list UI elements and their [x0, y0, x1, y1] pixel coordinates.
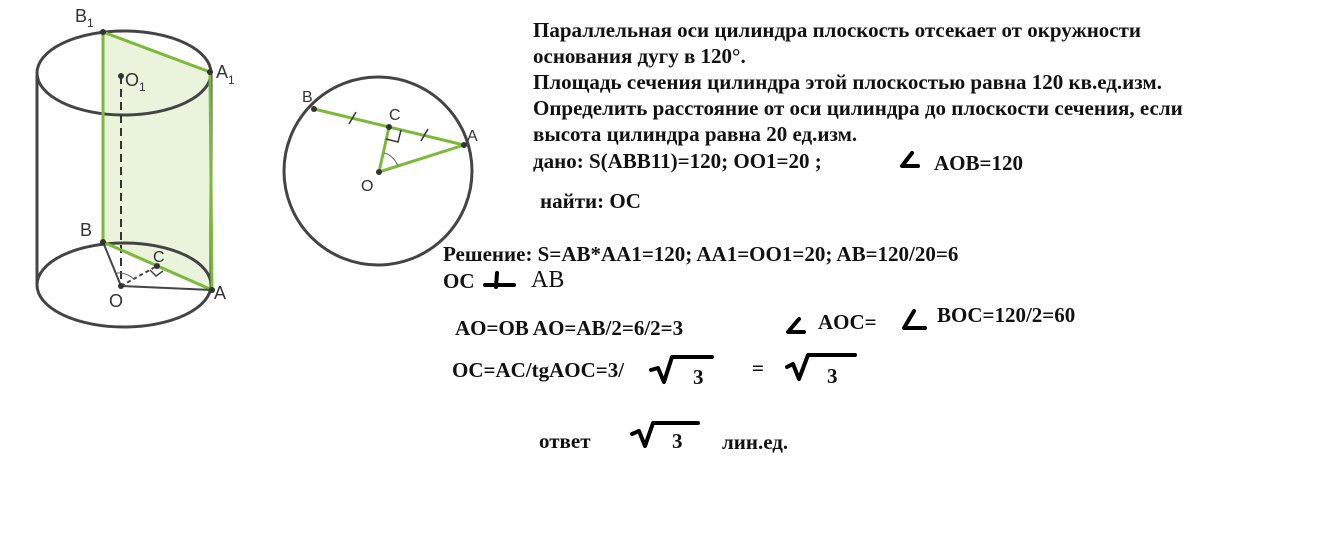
aoc-text: AOC=: [818, 310, 877, 334]
point-a1: [207, 69, 213, 75]
circle-label-o: O: [361, 178, 374, 195]
point-b: [100, 239, 106, 245]
circle-label-c: C: [389, 107, 401, 124]
cylinder-figure: [37, 6, 235, 327]
find-text: найти: OC: [540, 189, 641, 213]
angle-symbol-boc: [904, 311, 925, 328]
label-o1: $O_1$: [125, 70, 146, 94]
ao-ob-line: AO=OB AO=AB/2=6/2=3: [455, 316, 684, 340]
circle-point-c: [386, 124, 392, 130]
circle-label-b: B: [302, 89, 313, 106]
label-c: C: [153, 249, 165, 266]
angle-symbol-aoc: [788, 319, 804, 332]
solution-line-1: Решение: S=AB*AA1=120; AA1=OO1=20; AB=120/20=6: [443, 242, 959, 266]
angle-arc-circle: [384, 153, 398, 166]
problem-line-4: Определить расстояние от оси цилиндра до плоскости сечения, если: [533, 96, 1183, 120]
radius-oc: [379, 127, 389, 172]
label-a: A: [214, 283, 227, 303]
circle-point-o: [376, 169, 382, 175]
sqrt-arg-formula: 3: [693, 365, 704, 389]
segment-aa1: [210, 72, 212, 290]
angle-symbol-given: [902, 153, 918, 166]
answer-label: ответ: [539, 429, 591, 453]
equals-sign: =: [752, 356, 764, 380]
segment-oa: [121, 286, 212, 290]
oc-formula: OC=AC/tgAOC=3/: [452, 358, 625, 382]
perpendicular-symbol: [485, 273, 514, 287]
ab-label: AB: [531, 267, 565, 293]
problem-line-3: Площадь сечения цилиндра этой плоскостью равна 120 кв.ед.изм.: [533, 70, 1162, 94]
oc-label: OC: [443, 269, 475, 293]
point-b1: [100, 29, 106, 35]
given-angle-text: AOB=120: [934, 151, 1023, 175]
problem-line-1: Параллельная оси цилиндра плоскость отсекает от окружности: [533, 18, 1142, 42]
answer-value: 3: [672, 429, 683, 453]
sqrt-sign-equals: [787, 355, 855, 379]
point-o: [118, 283, 124, 289]
right-angle-mark-cylinder: [150, 270, 163, 276]
circle-label-a: A: [467, 128, 478, 145]
problem-line-2: основания дугу в 120°.: [533, 44, 746, 68]
problem-line-5: высота цилиндра равна 20 ед.изм.: [533, 122, 858, 146]
sqrt-sign-answer: [632, 423, 698, 446]
segment-oc: [121, 266, 157, 286]
label-o: O: [109, 291, 124, 311]
label-a1: $A_1$: [216, 62, 235, 87]
circle-point-b: [311, 106, 317, 112]
sqrt-arg-equals: 3: [827, 364, 838, 388]
label-b1: $B_1$: [75, 6, 94, 30]
label-b: B: [80, 220, 93, 240]
radius-oa: [379, 145, 464, 172]
boc-text: BOC=120/2=60: [937, 303, 1076, 327]
answer-unit: лин.ед.: [722, 430, 789, 454]
given-text: дано: S(ABB11)=120; OO1=20 ;: [533, 149, 822, 173]
point-o1: [118, 73, 124, 79]
base-circle-figure: [284, 77, 478, 265]
